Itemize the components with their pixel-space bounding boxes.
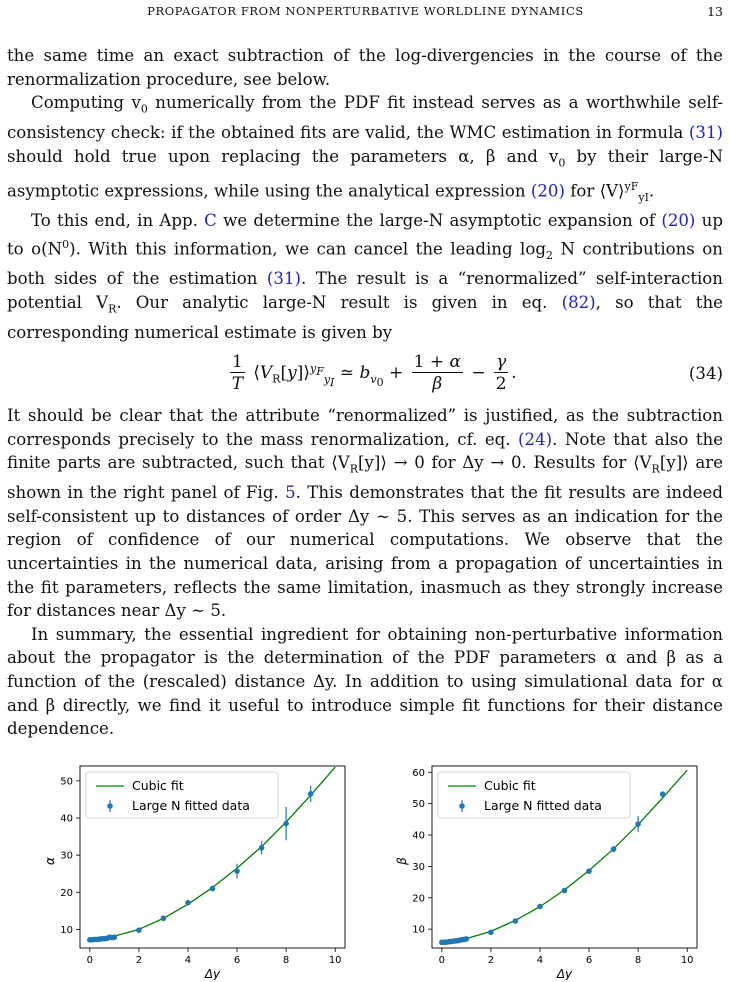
data-point [635,821,641,827]
y-tick-label: 20 [412,893,425,905]
x-tick-label: 2 [487,955,495,966]
y-axis-label: α [43,857,57,865]
running-head: PROPAGATOR FROM NONPERTURBATIVE WORLDLINE DYNAMICS [147,4,584,18]
text-span: , so that the corresponding numerical estimate is given by [7,292,723,342]
data-point [611,846,617,852]
text-span: . The result is a “renormalized” self-interaction potential V [7,269,723,312]
figure-link[interactable]: 5 [285,483,296,503]
legend-label-fit: Cubic fit [484,778,536,793]
x-tick-label: 2 [135,955,143,966]
y-tick-label: 10 [412,924,425,936]
fraction: $\frac{1 + \alpha}{\beta}$ [413,352,461,395]
x-tick-label: 0 [86,955,94,966]
x-tick-label: 4 [184,955,192,966]
legend-point-swatch [107,803,113,809]
page-number: 13 [707,4,723,19]
equation-number: (34) [688,364,723,384]
subscript: R [108,301,117,315]
text-span: . Note that also the finite parts are subtracted, such that ⟨V [7,429,724,473]
data-point [112,934,118,940]
data-point [161,915,167,921]
legend-point-swatch [459,803,465,809]
page-header [0,4,731,22]
y-tick-label: 60 [412,767,425,779]
equation-link[interactable]: (24) [518,429,553,449]
data-point [259,845,265,851]
subscript: R [349,462,359,476]
figure-panels [0,748,731,980]
text-span: N contributions on both sides of the estimation [7,239,723,289]
text-span: should hold true upon replacing the parameters α, β and v [7,146,559,166]
x-axis-label: Δy [204,967,221,980]
subscript: 0 [140,102,148,116]
text-span: . This demonstrates that the fit results are indeed self-consistent up to distances of order Δy ∼ 5. This serves as an indication for the region of confidence of our numerical computations. We observe that the uncertainties in the numerical data, arising from a propagation of uncertainties in the fit parameters, reflects the same limitation, inasmuch as they strongly increase for distances near Δy ∼ 5. [7,483,723,621]
data-point [562,888,568,894]
data-point [513,918,519,924]
text-span: by their large-N asymptotic expressions, while using the analytical expression [7,146,724,201]
text-span: It should be clear that the attribute “renormalized” is justified, as the subtraction corresponds precisely to the mass renormalization, cf. eq. [7,406,723,449]
beta-chart [362,748,712,980]
data-point [283,821,289,827]
text-span: [y]⟩ → 0 for Δy → 0. Results for ⟨V [358,453,652,473]
text-span: . [648,181,655,201]
legend-label-data: Large N fitted data [484,798,602,813]
text-span: . Our analytic large-N result is given in eq. [116,292,562,312]
text-span: To this end, in App. [31,211,205,231]
fraction: $\frac{1}{T}$ [231,352,244,395]
text-span: for ⟨V⟩ [564,181,625,201]
subscript: yI [638,190,649,204]
equation-body: $\frac{1}{T}$ $⟨V_R[y]⟩^{y_F}_{y_I}$ ≃ $b_{v_0}$ + $\frac{1 + \alpha}{\beta}$ − $\frac{\gamma}{2}$ . [231,352,517,395]
data-point [234,868,240,874]
text-span: [y]⟩ are shown in the right panel of Fig. [7,453,724,503]
y-tick-label: 50 [412,799,425,811]
x-tick-label: 6 [233,955,241,966]
x-tick-label: 4 [536,955,544,966]
text-span: Computing v [31,93,141,113]
subscript: 0 [558,156,566,169]
text-span: we determine the large-N asymptotic expansion of [216,211,662,231]
paragraph-4 [7,404,723,623]
data-point [308,791,314,797]
legend-label-fit: Cubic fit [132,778,184,793]
y-tick-label: 20 [60,887,73,899]
x-tick-label: 10 [328,955,342,966]
data-point [586,868,592,874]
y-tick-label: 30 [412,861,425,873]
fraction: $\frac{\gamma}{2}$ [495,352,507,395]
y-axis-label: β [395,857,409,865]
subscript: 2 [545,248,553,262]
equation-link[interactable]: (31) [266,269,301,289]
equation-link[interactable]: (82) [561,292,596,312]
x-tick-label: 8 [282,955,290,966]
equation-link[interactable]: (20) [530,181,565,201]
superscript: 0 [62,237,70,251]
paragraph-2 [7,91,723,209]
text-span: up to o(N [7,211,723,259]
paragraph-1: the same time an exact subtraction of the log-divergencies in the course of the renormalization procedure, see below. [7,46,723,89]
data-point [136,927,142,933]
alpha-chart [10,748,360,980]
text-span: numerically from the PDF fit instead serves as a worthwhile self-consistency check: if the obtained fits are valid, the WMC estimation in formula [7,93,723,143]
data-point [185,900,191,906]
data-point [660,791,666,797]
equation-link[interactable]: (31) [688,123,723,143]
data-point [537,904,543,910]
data-point [488,930,494,936]
y-tick-label: 40 [412,830,425,842]
y-tick-label: 40 [60,813,73,825]
x-axis-label: Δy [556,967,573,980]
x-tick-label: 8 [634,955,642,966]
paragraph-3 [7,209,723,344]
x-tick-label: 0 [438,955,446,966]
equation-link[interactable]: (20) [661,211,696,231]
data-point [464,936,470,942]
y-tick-label: 30 [60,850,73,862]
subscript: R [651,462,660,476]
appendix-link[interactable]: C [204,211,217,231]
body-text [7,44,723,741]
text-span: ). With this information, we can cancel the leading log [69,239,546,259]
y-tick-label: 10 [60,924,73,936]
x-tick-label: 10 [680,955,694,966]
equation-34 [7,346,723,404]
data-point [210,886,216,892]
legend-label-data: Large N fitted data [132,798,250,813]
paragraph-5: In summary, the essential ingredient for obtaining non-perturbative information about the propagator is the determination of the PDF parameters α and β as a function of the (rescaled) distance Δy. In addition to using simulational data for α and β directly, we find it useful to introduce simple fit functions for their distance dependence. [7,624,723,739]
x-tick-label: 6 [585,955,593,966]
y-tick-label: 50 [60,776,73,788]
superscript: yF [624,179,639,193]
